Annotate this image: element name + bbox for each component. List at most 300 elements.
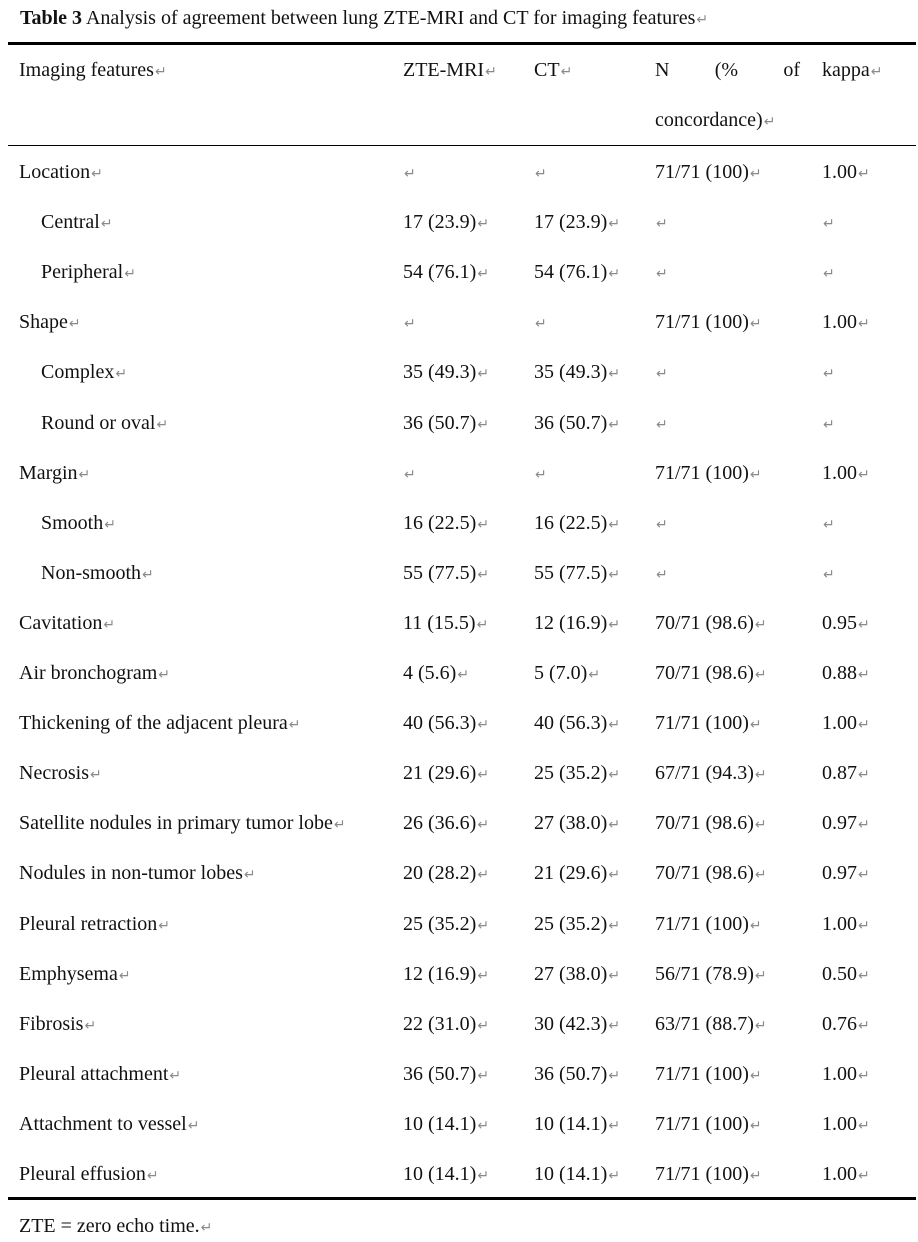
paragraph-mark-icon: ↵: [656, 416, 668, 433]
table-title: [20, 6, 708, 32]
cell-text: 71/71 (100): [655, 1112, 749, 1135]
cell-zte-mri: [403, 297, 416, 349]
paragraph-mark-icon: ↵: [89, 767, 102, 784]
paragraph-mark-icon: ↵: [560, 64, 573, 80]
cell-kappa: [822, 899, 870, 951]
cell-text: 4 (5.6): [403, 662, 457, 684]
paragraph-mark-icon: ↵: [608, 717, 621, 734]
cell-text: 1.00: [822, 1062, 857, 1085]
paragraph-mark-icon: ↵: [608, 1017, 621, 1034]
header-label: Imaging features: [19, 59, 154, 81]
cell-text: 1.00: [822, 1163, 857, 1185]
paragraph-mark-icon: ↵: [84, 1017, 97, 1034]
cell-kappa: [822, 347, 835, 399]
paragraph-mark-icon: ↵: [763, 114, 776, 130]
paragraph-mark-icon: ↵: [754, 616, 767, 633]
paragraph-mark-icon: ↵: [858, 1017, 870, 1034]
header-label: kappa: [822, 59, 870, 81]
paragraph-mark-icon: ↵: [656, 566, 668, 583]
header-ct: [534, 45, 572, 97]
cell-zte-mri: [403, 448, 416, 500]
cell-text: 22 (31.0): [403, 1012, 477, 1035]
table-footnote: [19, 1212, 212, 1242]
cell-text: Fibrosis: [19, 1012, 84, 1035]
paragraph-mark-icon: ↵: [457, 667, 470, 683]
cell-text: 71/71 (100): [655, 912, 749, 935]
cell-text: 70/71 (98.6): [655, 862, 754, 885]
cell-ct: [534, 899, 620, 951]
paragraph-mark-icon: ↵: [477, 516, 490, 533]
cell-ct: [534, 398, 620, 450]
paragraph-mark-icon: ↵: [858, 316, 870, 333]
table-row: [0, 297, 918, 347]
cell-concordance: [655, 748, 767, 800]
cell-feature: [19, 1049, 181, 1101]
cell-kappa: [822, 698, 870, 750]
header-zte-mri: [403, 45, 497, 97]
paragraph-mark-icon: ↵: [823, 216, 835, 233]
cell-text: 71/71 (100): [655, 1062, 749, 1085]
cell-feature: [41, 398, 168, 450]
paragraph-mark-icon: ↵: [754, 817, 767, 834]
cell-kappa: [822, 598, 870, 650]
paragraph-mark-icon: ↵: [608, 817, 621, 834]
paragraph-mark-icon: ↵: [535, 466, 547, 483]
cell-concordance: [655, 147, 762, 199]
table-row: [0, 147, 918, 197]
cell-zte-mri: [403, 648, 469, 700]
cell-kappa: [822, 1149, 870, 1201]
paragraph-mark-icon: ↵: [404, 316, 416, 333]
paragraph-mark-icon: ↵: [477, 1168, 490, 1184]
cell-zte-mri: [403, 1049, 489, 1101]
paragraph-mark-icon: ↵: [749, 717, 762, 734]
cell-zte-mri: [403, 498, 489, 550]
cell-concordance: [655, 548, 668, 600]
paragraph-mark-icon: ↵: [608, 1067, 621, 1084]
paragraph-mark-icon: ↵: [608, 1168, 621, 1184]
paragraph-mark-icon: ↵: [187, 1117, 200, 1134]
header-concordance: [655, 45, 800, 147]
cell-kappa: [822, 147, 870, 199]
cell-text: 16 (22.5): [534, 511, 608, 534]
table-row: [0, 798, 918, 848]
cell-ct: [534, 598, 620, 650]
cell-concordance: [655, 848, 767, 900]
cell-kappa: [822, 498, 835, 550]
cell-text: Satellite nodules in primary tumor lobe: [19, 812, 333, 835]
paragraph-mark-icon: ↵: [158, 917, 171, 934]
paragraph-mark-icon: ↵: [608, 566, 621, 583]
cell-text: 36 (50.7): [403, 411, 477, 434]
paragraph-mark-icon: ↵: [156, 416, 169, 433]
cell-kappa: [822, 648, 870, 700]
cell-text: 27 (38.0): [534, 812, 608, 835]
cell-text: 55 (77.5): [403, 561, 477, 584]
paragraph-mark-icon: ↵: [477, 566, 490, 583]
paragraph-mark-icon: ↵: [68, 316, 81, 333]
header-label: ZTE-MRI: [403, 59, 485, 81]
paragraph-mark-icon: ↵: [870, 64, 883, 80]
header-label: of: [783, 59, 800, 81]
cell-text: 40 (56.3): [403, 712, 477, 735]
paragraph-mark-icon: ↵: [476, 616, 489, 633]
cell-text: 10 (14.1): [403, 1163, 477, 1185]
cell-text: 25 (35.2): [403, 912, 477, 935]
cell-feature: [41, 498, 116, 550]
cell-text: 16 (22.5): [403, 511, 477, 534]
paragraph-mark-icon: ↵: [103, 616, 116, 633]
cell-ct: [534, 247, 620, 299]
cell-feature: [19, 748, 102, 800]
cell-ct: [534, 798, 620, 850]
paragraph-mark-icon: ↵: [858, 1168, 870, 1184]
table-row: [0, 848, 918, 898]
cell-text: 26 (36.6): [403, 812, 477, 835]
paragraph-mark-icon: ↵: [100, 216, 113, 233]
paragraph-mark-icon: ↵: [404, 466, 416, 483]
cell-feature: [41, 347, 127, 399]
cell-text: Pleural attachment: [19, 1062, 169, 1085]
cell-feature: [19, 598, 115, 650]
paragraph-mark-icon: ↵: [142, 566, 154, 583]
cell-zte-mri: [403, 347, 489, 399]
header-concordance-line2: [655, 95, 800, 147]
paragraph-mark-icon: ↵: [477, 867, 490, 884]
cell-concordance: [655, 398, 668, 450]
cell-text: Non-smooth: [41, 561, 141, 584]
cell-concordance: [655, 899, 762, 951]
paragraph-mark-icon: ↵: [477, 1117, 490, 1134]
cell-kappa: [822, 448, 870, 500]
cell-kappa: [822, 949, 870, 1001]
paragraph-mark-icon: ↵: [243, 867, 256, 884]
paragraph-mark-icon: ↵: [124, 266, 136, 283]
cell-kappa: [822, 398, 835, 450]
paragraph-mark-icon: ↵: [477, 216, 490, 233]
cell-text: 1.00: [822, 461, 857, 484]
cell-text: 54 (76.1): [534, 261, 608, 284]
table-row: [0, 448, 918, 498]
cell-text: 36 (50.7): [403, 1062, 477, 1085]
cell-text: 21 (29.6): [403, 762, 477, 785]
header-label: concordance): [655, 109, 763, 131]
cell-zte-mri: [403, 1099, 489, 1151]
table-row: [0, 899, 918, 949]
cell-feature: [41, 548, 154, 600]
cell-zte-mri: [403, 848, 489, 900]
paragraph-mark-icon: ↵: [485, 64, 497, 80]
cell-text: Round or oval: [41, 411, 156, 434]
table-row: [0, 1099, 918, 1149]
paragraph-mark-icon: ↵: [823, 266, 835, 283]
cell-text: Margin: [19, 461, 78, 484]
cell-feature: [19, 448, 90, 500]
cell-zte-mri: [403, 999, 489, 1051]
cell-text: 1.00: [822, 311, 857, 334]
cell-feature: [19, 147, 103, 199]
cell-feature: [19, 297, 81, 349]
paragraph-mark-icon: ↵: [656, 516, 668, 533]
paragraph-mark-icon: ↵: [608, 416, 621, 433]
paragraph-mark-icon: ↵: [333, 817, 346, 834]
cell-text: 25 (35.2): [534, 912, 608, 935]
cell-text: Attachment to vessel: [19, 1112, 187, 1135]
cell-concordance: [655, 247, 668, 299]
paragraph-mark-icon: ↵: [656, 216, 668, 233]
cell-text: Peripheral: [41, 261, 124, 284]
cell-ct: [534, 848, 620, 900]
cell-text: 1.00: [822, 1112, 857, 1135]
cell-ct: [534, 297, 547, 349]
table-row: [0, 347, 918, 397]
cell-concordance: [655, 949, 767, 1001]
cell-ct: [534, 648, 600, 700]
cell-concordance: [655, 1149, 762, 1201]
paragraph-mark-icon: ↵: [404, 166, 416, 182]
cell-ct: [534, 197, 620, 249]
paragraph-mark-icon: ↵: [477, 1017, 490, 1034]
cell-text: 10 (14.1): [403, 1112, 477, 1135]
table-row: [0, 598, 918, 648]
cell-ct: [534, 748, 620, 800]
cell-concordance: [655, 598, 767, 650]
cell-zte-mri: [403, 899, 489, 951]
paragraph-mark-icon: ↵: [288, 717, 301, 734]
paragraph-mark-icon: ↵: [477, 266, 490, 283]
paragraph-mark-icon: ↵: [477, 1067, 490, 1084]
cell-text: 10 (14.1): [534, 1112, 608, 1135]
table-row: [0, 1149, 918, 1199]
cell-ct: [534, 147, 547, 199]
cell-zte-mri: [403, 147, 416, 199]
paragraph-mark-icon: ↵: [656, 266, 668, 283]
header-label: (%: [714, 59, 739, 81]
cell-text: Pleural retraction: [19, 912, 158, 935]
cell-ct: [534, 999, 620, 1051]
paragraph-mark-icon: ↵: [608, 867, 621, 884]
paragraph-mark-icon: ↵: [754, 967, 767, 984]
table-row: [0, 999, 918, 1049]
paragraph-mark-icon: ↵: [823, 566, 835, 583]
cell-zte-mri: [403, 398, 489, 450]
header-concordance-line1: [655, 45, 800, 95]
cell-feature: [19, 949, 131, 1001]
paragraph-mark-icon: ↵: [823, 366, 835, 383]
paragraph-mark-icon: ↵: [158, 667, 171, 683]
cell-text: 63/71 (88.7): [655, 1012, 754, 1035]
table-row: [0, 949, 918, 999]
cell-text: 0.87: [822, 762, 857, 785]
cell-feature: [19, 899, 170, 951]
cell-text: 25 (35.2): [534, 762, 608, 785]
header-imaging-features: [19, 45, 167, 97]
paragraph-mark-icon: ↵: [749, 466, 762, 483]
bottom-rule: [8, 1197, 916, 1200]
cell-kappa: [822, 1099, 870, 1151]
header-label: CT: [534, 59, 560, 81]
cell-kappa: [822, 297, 870, 349]
cell-feature: [19, 999, 96, 1051]
paragraph-mark-icon: ↵: [477, 767, 490, 784]
cell-zte-mri: [403, 548, 489, 600]
cell-kappa: [822, 1049, 870, 1101]
cell-zte-mri: [403, 1149, 489, 1201]
paragraph-mark-icon: ↵: [169, 1067, 182, 1084]
cell-zte-mri: [403, 197, 489, 249]
paragraph-mark-icon: ↵: [749, 1168, 762, 1184]
paragraph-mark-icon: ↵: [91, 166, 103, 182]
cell-text: Cavitation: [19, 611, 103, 634]
table-row: [0, 398, 918, 448]
cell-feature: [19, 798, 346, 850]
cell-concordance: [655, 448, 762, 500]
paragraph-mark-icon: ↵: [858, 767, 870, 784]
cell-text: 36 (50.7): [534, 411, 608, 434]
paragraph-mark-icon: ↵: [608, 366, 621, 383]
paragraph-mark-icon: ↵: [858, 817, 870, 834]
paragraph-mark-icon: ↵: [858, 717, 870, 734]
paragraph-mark-icon: ↵: [608, 767, 621, 784]
paragraph-mark-icon: ↵: [754, 867, 767, 884]
cell-text: 71/71 (100): [655, 712, 749, 735]
table-row: [0, 648, 918, 698]
header-kappa: [822, 45, 883, 97]
cell-ct: [534, 698, 620, 750]
cell-text: 54 (76.1): [403, 261, 477, 284]
paragraph-mark-icon: ↵: [858, 1067, 870, 1084]
table-row: [0, 1049, 918, 1099]
cell-zte-mri: [403, 748, 489, 800]
cell-text: Pleural effusion: [19, 1163, 146, 1185]
paragraph-mark-icon: ↵: [477, 366, 490, 383]
paragraph-mark-icon: ↵: [696, 12, 709, 28]
cell-feature: [19, 1149, 159, 1201]
cell-text: Complex: [41, 361, 115, 384]
cell-ct: [534, 347, 620, 399]
cell-text: 30 (42.3): [534, 1012, 608, 1035]
paragraph-mark-icon: ↵: [477, 416, 490, 433]
cell-text: Necrosis: [19, 762, 89, 785]
paragraph-mark-icon: ↵: [858, 917, 870, 934]
table-number: Table 3: [20, 7, 83, 29]
paragraph-mark-icon: ↵: [749, 1067, 762, 1084]
cell-concordance: [655, 197, 668, 249]
cell-text: 0.97: [822, 862, 857, 885]
paragraph-mark-icon: ↵: [588, 667, 601, 683]
paragraph-mark-icon: ↵: [608, 967, 621, 984]
cell-text: 27 (38.0): [534, 962, 608, 985]
cell-text: 20 (28.2): [403, 862, 477, 885]
cell-text: 10 (14.1): [534, 1163, 608, 1185]
table-row: [0, 197, 918, 247]
cell-text: 36 (50.7): [534, 1062, 608, 1085]
cell-text: 35 (49.3): [534, 361, 608, 384]
paragraph-mark-icon: ↵: [200, 1220, 213, 1236]
cell-text: 0.76: [822, 1012, 857, 1035]
cell-kappa: [822, 197, 835, 249]
cell-text: 12 (16.9): [403, 962, 477, 985]
cell-concordance: [655, 698, 762, 750]
paragraph-mark-icon: ↵: [754, 667, 767, 683]
paragraph-mark-icon: ↵: [754, 1017, 767, 1034]
header-rule: [8, 145, 916, 146]
cell-text: 0.88: [822, 662, 857, 684]
paragraph-mark-icon: ↵: [118, 967, 131, 984]
cell-feature: [41, 247, 136, 299]
cell-text: Shape: [19, 311, 68, 334]
cell-text: 5 (7.0): [534, 662, 588, 684]
paragraph-mark-icon: ↵: [749, 316, 762, 333]
cell-ct: [534, 1099, 620, 1151]
paragraph-mark-icon: ↵: [608, 266, 621, 283]
paragraph-mark-icon: ↵: [78, 466, 91, 483]
cell-ct: [534, 548, 620, 600]
cell-concordance: [655, 798, 767, 850]
cell-text: Location: [19, 161, 91, 183]
paragraph-mark-icon: ↵: [858, 1117, 870, 1134]
cell-feature: [19, 698, 301, 750]
cell-text: 0.97: [822, 812, 857, 835]
paragraph-mark-icon: ↵: [146, 1168, 159, 1184]
cell-text: 70/71 (98.6): [655, 662, 754, 684]
header-label: N: [655, 59, 670, 81]
paragraph-mark-icon: ↵: [754, 767, 767, 784]
paragraph-mark-icon: ↵: [104, 516, 116, 533]
paragraph-mark-icon: ↵: [477, 717, 490, 734]
cell-text: Central: [41, 211, 100, 234]
cell-text: 1.00: [822, 912, 857, 935]
cell-zte-mri: [403, 698, 489, 750]
paragraph-mark-icon: ↵: [535, 166, 547, 182]
cell-text: 56/71 (78.9): [655, 962, 754, 985]
cell-text: Smooth: [41, 511, 104, 534]
cell-text: 55 (77.5): [534, 561, 608, 584]
cell-text: 71/71 (100): [655, 461, 749, 484]
paragraph-mark-icon: ↵: [858, 616, 870, 633]
cell-text: 70/71 (98.6): [655, 812, 754, 835]
paragraph-mark-icon: ↵: [858, 166, 870, 182]
table-row: [0, 748, 918, 798]
cell-text: 0.50: [822, 962, 857, 985]
paragraph-mark-icon: ↵: [858, 867, 870, 884]
cell-zte-mri: [403, 247, 489, 299]
cell-feature: [19, 848, 256, 900]
paragraph-mark-icon: ↵: [477, 917, 490, 934]
cell-concordance: [655, 498, 668, 550]
cell-ct: [534, 498, 620, 550]
paragraph-mark-icon: ↵: [858, 466, 870, 483]
paragraph-mark-icon: ↵: [608, 616, 621, 633]
paragraph-mark-icon: ↵: [477, 967, 490, 984]
cell-text: 35 (49.3): [403, 361, 477, 384]
table-row: [0, 498, 918, 548]
cell-ct: [534, 1149, 620, 1201]
cell-feature: [41, 197, 113, 249]
paragraph-mark-icon: ↵: [656, 366, 668, 383]
paragraph-mark-icon: ↵: [858, 967, 870, 984]
cell-kappa: [822, 748, 870, 800]
cell-concordance: [655, 297, 762, 349]
cell-concordance: [655, 1049, 762, 1101]
cell-text: 1.00: [822, 712, 857, 735]
cell-text: 71/71 (100): [655, 161, 749, 183]
cell-text: 70/71 (98.6): [655, 611, 754, 634]
cell-text: 1.00: [822, 161, 857, 183]
cell-text: 71/71 (100): [655, 1163, 749, 1185]
cell-text: 40 (56.3): [534, 712, 608, 735]
cell-ct: [534, 949, 620, 1001]
